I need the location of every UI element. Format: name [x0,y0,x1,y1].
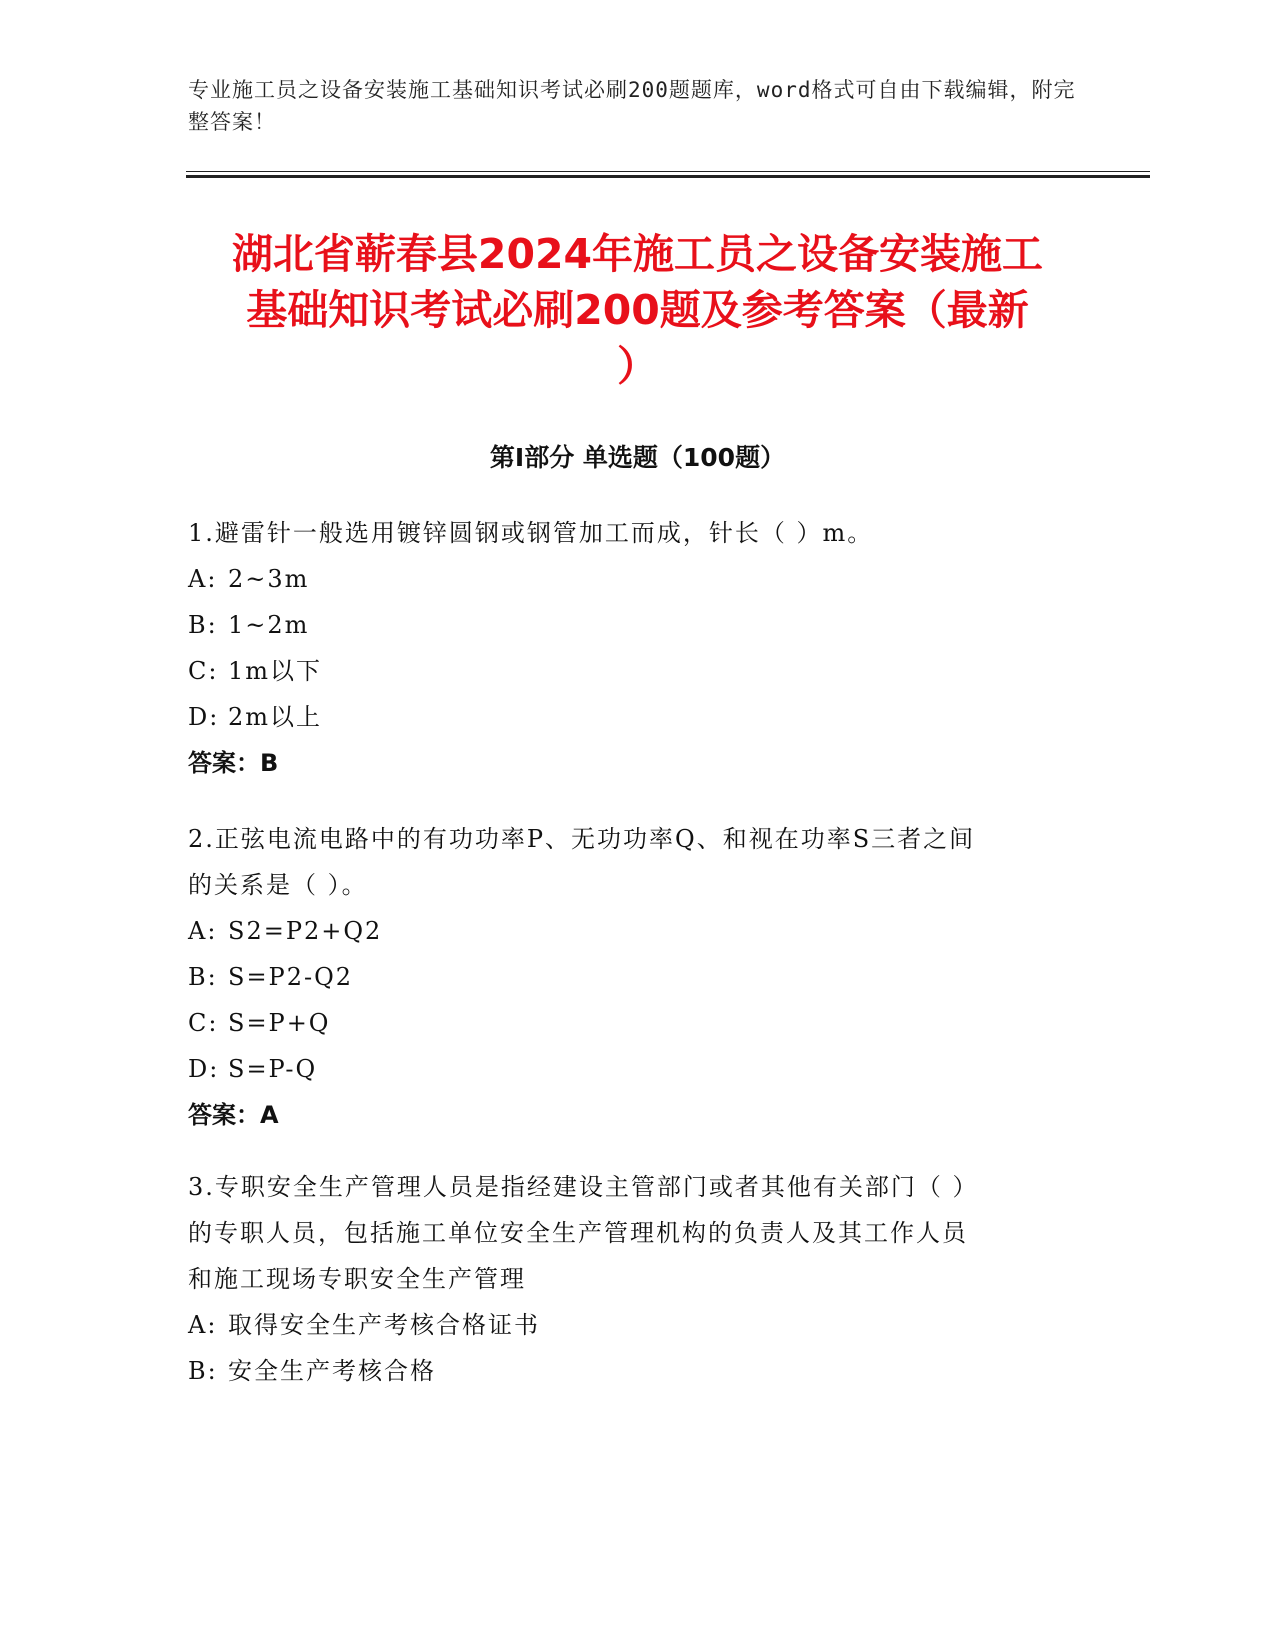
title-line-3: ） [617,342,658,390]
option-key: D: [188,1055,220,1083]
option-c [188,1000,1078,1046]
option-b [188,602,1078,648]
section-heading: 第Ⅰ部分 单选题（100题） [489,443,786,472]
option-d [188,694,1078,740]
option-text: 安全生产考核合格 [228,1357,436,1385]
question-stem-line: 的关系是（ ）。 [188,871,368,899]
option-text: S=P-Q [228,1055,318,1083]
question-stem-line: 和施工现场专职安全生产管理 [188,1265,526,1293]
header-rule-thin [186,171,1150,172]
answer: 答案：B [188,749,279,777]
option-key: A: [188,1311,218,1339]
option-text: S2=P2+Q2 [228,917,383,945]
option-text: S=P+Q [228,1009,331,1037]
option-key: A: [188,565,218,593]
option-a [188,556,1078,602]
option-text: 2m以上 [228,703,323,731]
option-a [188,1302,1078,1348]
option-b [188,954,1078,1000]
option-key: C: [188,657,219,685]
option-text: S=P2-Q2 [228,963,354,991]
option-text: 2~3m [228,565,310,593]
question-stem-line: 3.专职安全生产管理人员是指经建设主管部门或者其他有关部门（ ） [188,1173,979,1201]
option-c [188,648,1078,694]
option-key: B: [188,611,218,639]
question-1 [188,510,1078,786]
option-key: C: [188,1009,219,1037]
option-text: 取得安全生产考核合格证书 [228,1311,540,1339]
option-key: B: [188,963,218,991]
answer: 答案：A [188,1101,279,1129]
question-stem: 1.避雷针一般选用镀锌圆钢或钢管加工而成，针长（ ）m。 [188,519,874,547]
question-stem-line: 2.正弦电流电路中的有功功率P、无功功率Q、和视在功率S三者之间 [188,825,976,853]
title-line-1: 湖北省蕲春县2024年施工员之设备安装施工 [231,230,1044,278]
option-a [188,908,1078,954]
header-note: 专业施工员之设备安装施工基础知识考试必刷200题题库，word格式可自由下载编辑，附完整答案！ [188,78,1076,134]
question-2 [188,816,1078,1138]
option-d [188,1046,1078,1092]
option-key: D: [188,703,220,731]
document-title [150,226,1125,394]
title-line-2: 基础知识考试必刷200题及参考答案（最新 [246,286,1029,334]
question-3 [188,1164,1078,1394]
option-key: A: [188,917,218,945]
header-rule-thick [186,175,1150,178]
option-key: B: [188,1357,218,1385]
option-b [188,1348,1078,1394]
option-text: 1m以下 [228,657,323,685]
option-text: 1~2m [228,611,310,639]
question-stem-line: 的专职人员，包括施工单位安全生产管理机构的负责人及其工作人员 [188,1219,968,1247]
